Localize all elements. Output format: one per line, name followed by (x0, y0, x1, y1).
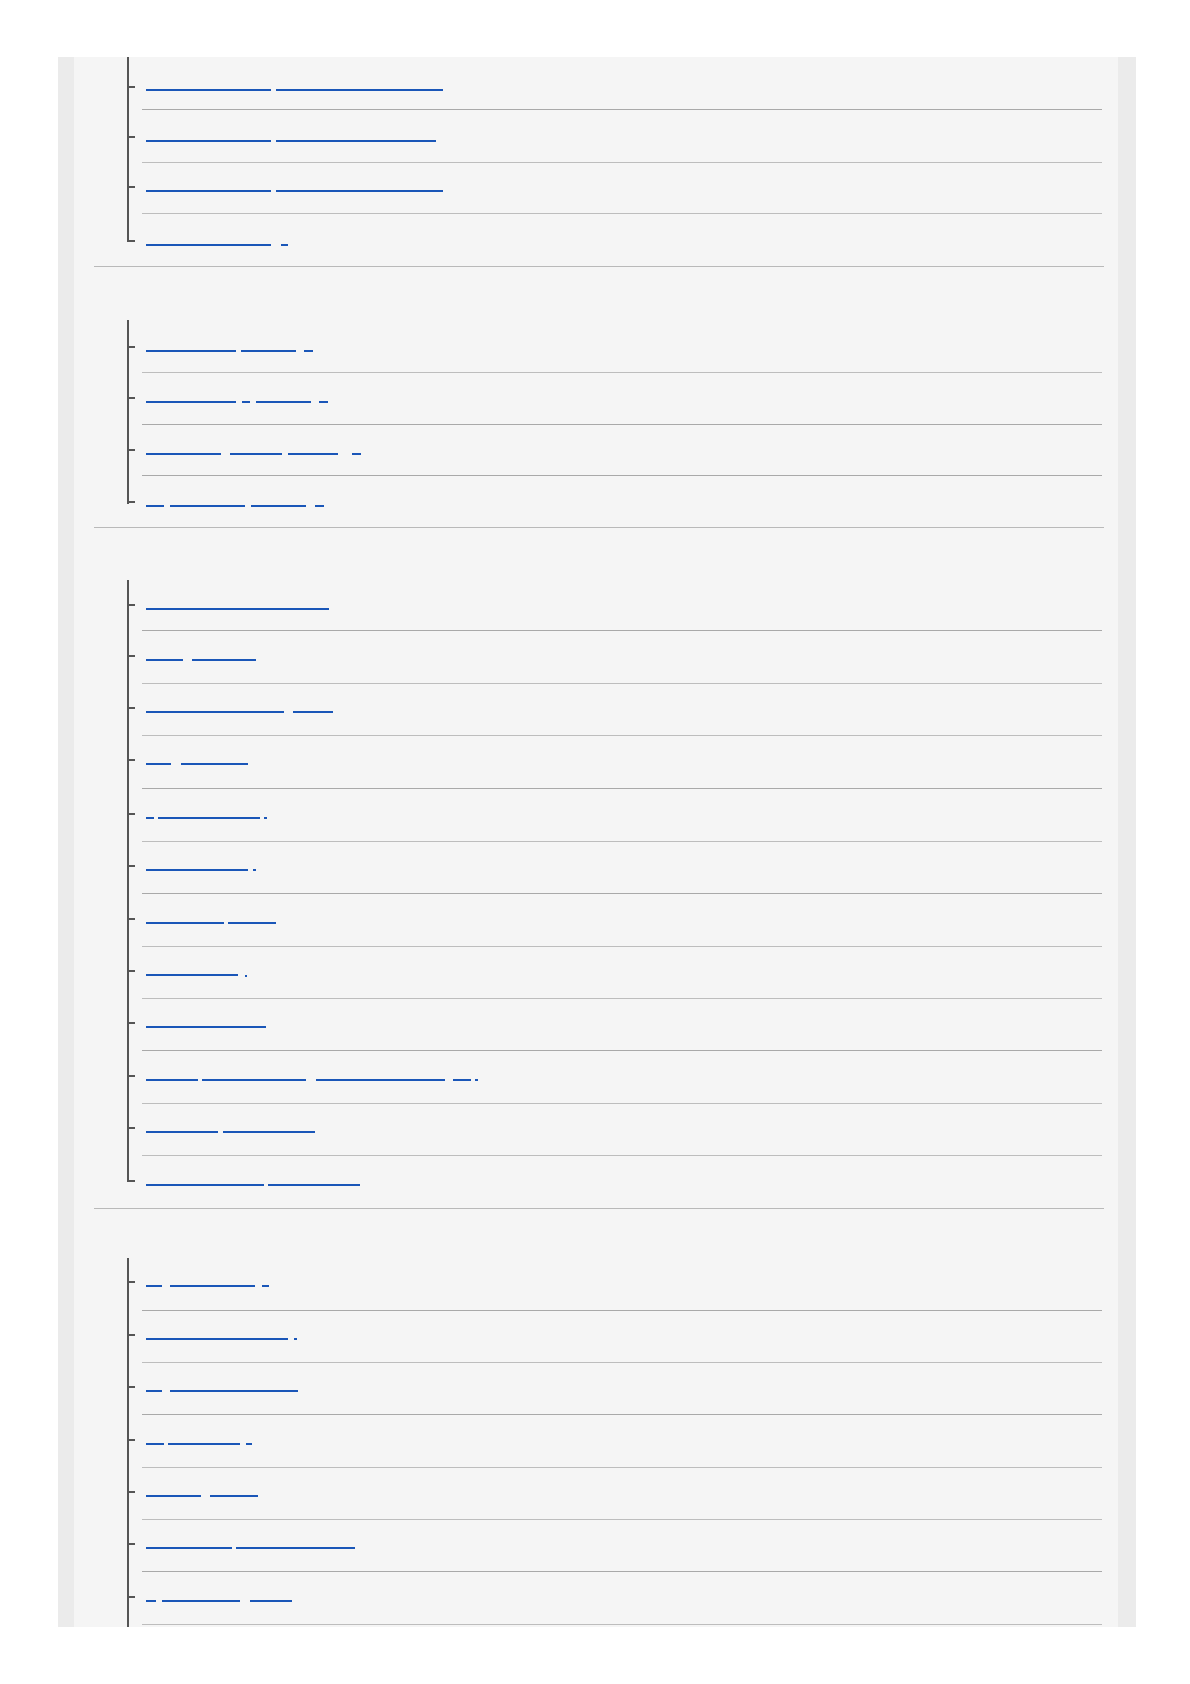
row-separator (142, 735, 1102, 736)
link-underline (181, 763, 248, 765)
link-underline (146, 763, 171, 765)
link-underline (276, 89, 443, 91)
link-underline (146, 1443, 164, 1445)
link-underline (170, 1390, 298, 1392)
toc-item[interactable] (0, 633, 1190, 685)
row-separator (142, 1362, 1102, 1363)
tree-tick (127, 1334, 135, 1336)
row-separator (142, 841, 1102, 842)
tree-tick (127, 1281, 135, 1283)
toc-item[interactable] (0, 685, 1190, 737)
row-separator (142, 998, 1102, 999)
toc-item[interactable] (0, 1312, 1190, 1364)
row-separator (142, 788, 1102, 789)
row-separator (142, 1571, 1102, 1572)
link-underline (146, 711, 284, 713)
link-underline (294, 1338, 297, 1340)
link-underline (192, 659, 256, 661)
link-underline (304, 350, 313, 352)
link-underline (276, 190, 443, 192)
toc-item[interactable] (0, 1052, 1190, 1104)
tree-tick (127, 655, 135, 657)
toc-item[interactable] (0, 948, 1190, 1000)
link-underline (262, 1285, 269, 1287)
section-separator (94, 1208, 1104, 1209)
link-underline (228, 922, 276, 924)
link-underline (202, 1079, 306, 1081)
link-underline (146, 1026, 266, 1028)
tree-tick (127, 707, 135, 709)
link-underline (146, 350, 236, 352)
link-underline (146, 1390, 162, 1392)
toc-item[interactable] (0, 1469, 1190, 1521)
link-underline (242, 401, 250, 403)
row-separator (142, 1519, 1102, 1520)
tree-tick (127, 1386, 135, 1388)
tree-tick (127, 136, 135, 138)
tree-tick (127, 759, 135, 761)
link-underline (146, 505, 164, 507)
link-underline (276, 140, 436, 142)
link-underline (210, 1495, 258, 1497)
tree-tick (127, 86, 135, 88)
toc-item[interactable] (0, 323, 1190, 375)
row-separator (142, 946, 1102, 947)
link-underline (264, 817, 267, 819)
toc-item[interactable] (0, 478, 1190, 530)
toc-item[interactable] (0, 1573, 1190, 1625)
toc-item[interactable] (0, 895, 1190, 947)
link-underline (223, 1131, 315, 1133)
link-underline (146, 453, 221, 455)
toc-item[interactable] (0, 375, 1190, 427)
link-underline (146, 1184, 264, 1186)
row-separator (142, 1467, 1102, 1468)
link-underline (158, 817, 260, 819)
tree-tick (127, 501, 135, 503)
toc-item[interactable] (0, 843, 1190, 895)
toc-item[interactable] (0, 1105, 1190, 1157)
link-underline (146, 1600, 156, 1602)
row-separator (142, 162, 1102, 163)
link-underline (246, 1443, 252, 1445)
row-separator (142, 893, 1102, 894)
toc-item[interactable] (0, 1521, 1190, 1573)
section-separator (94, 527, 1104, 528)
row-separator (142, 372, 1102, 373)
link-underline (170, 505, 245, 507)
toc-item[interactable] (0, 1157, 1190, 1209)
link-underline (146, 190, 271, 192)
link-underline (146, 1338, 288, 1340)
link-underline (146, 1131, 218, 1133)
link-underline (146, 140, 271, 142)
link-underline (168, 1443, 240, 1445)
tree-tick (127, 449, 135, 451)
link-underline (256, 401, 311, 403)
link-underline (146, 244, 271, 246)
row-separator (142, 424, 1102, 425)
toc-item[interactable] (0, 1000, 1190, 1052)
tree-tick (127, 240, 135, 242)
link-underline (146, 608, 329, 610)
toc-item[interactable] (0, 580, 1190, 632)
link-underline (146, 401, 236, 403)
row-separator (142, 475, 1102, 476)
tree-tick (127, 1439, 135, 1441)
toc-item[interactable] (0, 1416, 1190, 1468)
tree-tick (127, 1491, 135, 1493)
tree-tick (127, 1180, 135, 1182)
link-underline (236, 1547, 355, 1549)
row-separator (142, 1050, 1102, 1051)
toc-item[interactable] (0, 61, 1190, 113)
tree-tick (127, 1022, 135, 1024)
row-separator (142, 109, 1102, 110)
tree-tick (127, 186, 135, 188)
row-separator (142, 683, 1102, 684)
tree-tick (127, 865, 135, 867)
link-underline (475, 1079, 478, 1081)
link-underline (281, 244, 288, 246)
toc-item[interactable] (0, 164, 1190, 216)
toc-item[interactable] (0, 427, 1190, 479)
link-underline (146, 1495, 201, 1497)
link-underline (146, 869, 248, 871)
link-underline (293, 711, 333, 713)
link-underline (146, 974, 238, 976)
link-underline (288, 453, 338, 455)
tree-tick (127, 1543, 135, 1545)
link-underline (253, 869, 256, 871)
toc-item[interactable] (0, 1259, 1190, 1311)
link-underline (250, 1600, 292, 1602)
tree-tick (127, 1075, 135, 1077)
link-underline (241, 350, 296, 352)
link-underline (146, 922, 224, 924)
toc-item[interactable] (0, 217, 1190, 269)
section-separator (94, 266, 1104, 267)
toc-item[interactable] (0, 737, 1190, 789)
row-separator (142, 630, 1102, 631)
row-separator (142, 1414, 1102, 1415)
link-underline (146, 659, 183, 661)
row-separator (142, 213, 1102, 214)
link-underline (146, 817, 154, 819)
link-underline (170, 1285, 255, 1287)
link-underline (146, 1285, 162, 1287)
link-underline (316, 1079, 445, 1081)
link-underline (319, 401, 328, 403)
tree-tick (127, 813, 135, 815)
link-underline (230, 453, 282, 455)
link-underline (146, 1547, 232, 1549)
row-separator (142, 1624, 1102, 1625)
tree-tick (127, 970, 135, 972)
tree-tick (127, 1127, 135, 1129)
link-underline (315, 505, 324, 507)
tree-tick (127, 1596, 135, 1598)
tree-tick (127, 604, 135, 606)
link-underline (453, 1079, 471, 1081)
link-underline (146, 89, 271, 91)
link-underline (268, 1184, 360, 1186)
link-underline (352, 453, 361, 455)
row-separator (142, 1155, 1102, 1156)
row-separator (142, 1310, 1102, 1311)
row-separator (142, 1103, 1102, 1104)
tree-tick (127, 918, 135, 920)
tree-tick (127, 346, 135, 348)
link-underline (146, 1079, 198, 1081)
tree-tick (127, 397, 135, 399)
toc-item[interactable] (0, 790, 1190, 842)
link-underline (251, 505, 306, 507)
toc-item[interactable] (0, 1364, 1190, 1416)
link-underline (245, 975, 247, 977)
toc-item[interactable] (0, 114, 1190, 166)
link-underline (162, 1600, 240, 1602)
